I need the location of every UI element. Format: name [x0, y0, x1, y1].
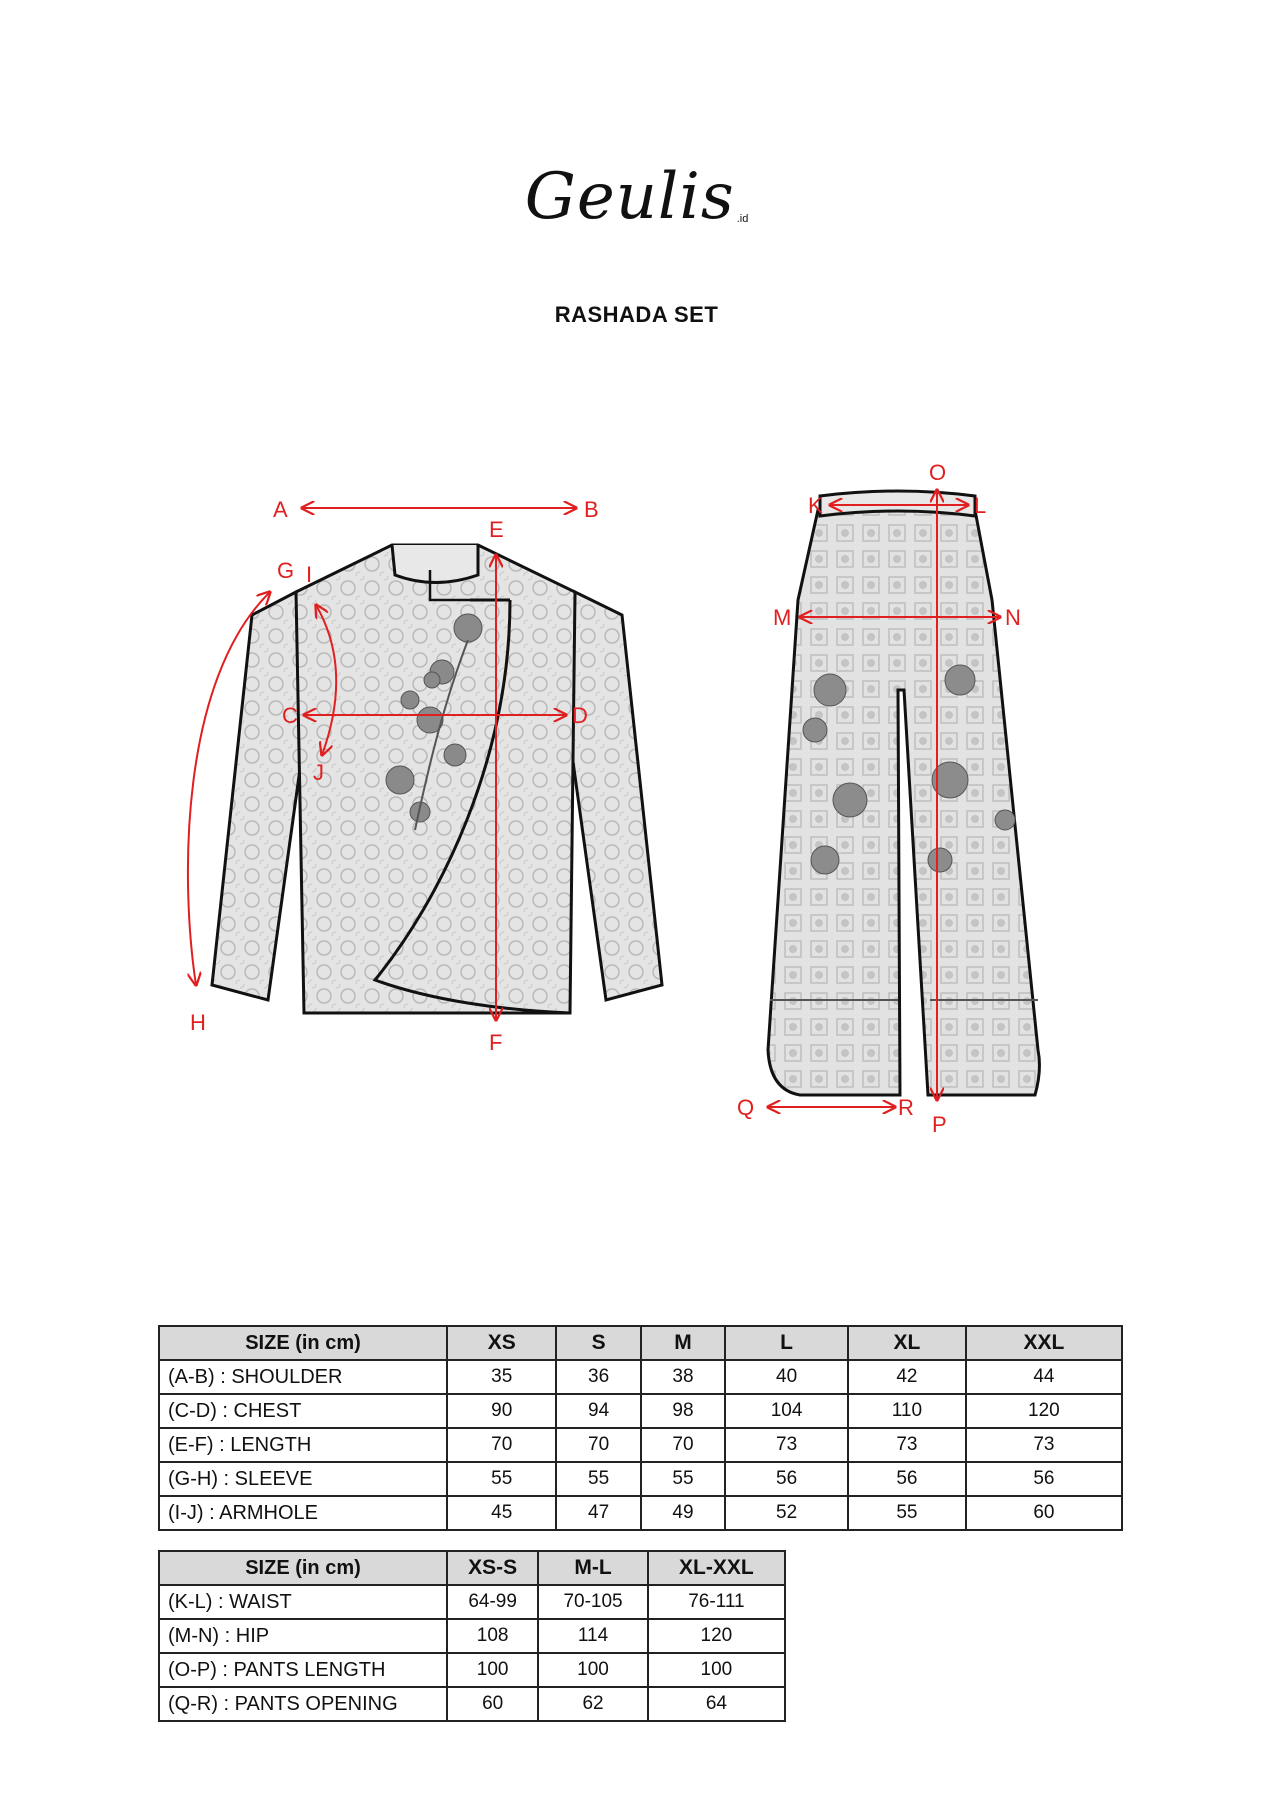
- label-r: R: [898, 1095, 914, 1120]
- row-label: (Q-R) : PANTS OPENING: [159, 1687, 447, 1721]
- table-cell: 55: [556, 1462, 640, 1496]
- table-cell: 100: [538, 1653, 647, 1687]
- table-row: [159, 1687, 785, 1721]
- table-cell: 55: [641, 1462, 725, 1496]
- label-o: O: [929, 460, 947, 485]
- row-label: (K-L) : WAIST: [159, 1585, 447, 1619]
- size-column-header: S: [556, 1326, 640, 1360]
- label-j: J: [313, 760, 324, 785]
- table-cell: 55: [447, 1462, 556, 1496]
- brand-logo-text: Geulis: [524, 160, 735, 234]
- table-row: [159, 1653, 785, 1687]
- label-b: B: [584, 497, 599, 522]
- table-cell: 90: [447, 1394, 556, 1428]
- table-row: [159, 1619, 785, 1653]
- label-c: C: [282, 703, 298, 728]
- table-cell: 110: [848, 1394, 966, 1428]
- size-column-header: XXL: [966, 1326, 1122, 1360]
- label-d: D: [572, 703, 588, 728]
- table-cell: 70: [447, 1428, 556, 1462]
- row-label: (A-B) : SHOULDER: [159, 1360, 447, 1394]
- size-column-header: XL: [848, 1326, 966, 1360]
- label-h: H: [190, 1010, 206, 1035]
- table-cell: 56: [725, 1462, 848, 1496]
- table-header-label: SIZE (in cm): [159, 1326, 447, 1360]
- page-title: RASHADA SET: [554, 302, 719, 327]
- size-column-header: XL-XXL: [648, 1551, 785, 1585]
- table-cell: 73: [725, 1428, 848, 1462]
- pants-illustration: [760, 470, 1060, 1120]
- label-m: M: [773, 605, 792, 630]
- row-label: (C-D) : CHEST: [159, 1394, 447, 1428]
- size-column-header: XS: [447, 1326, 556, 1360]
- table-cell: 60: [966, 1496, 1122, 1530]
- table-cell: 108: [447, 1619, 538, 1653]
- table-cell: 62: [538, 1687, 647, 1721]
- label-a: A: [273, 497, 288, 522]
- table-cell: 100: [447, 1653, 538, 1687]
- label-e: E: [489, 517, 504, 542]
- label-i: I: [306, 562, 313, 587]
- row-label: (E-F) : LENGTH: [159, 1428, 447, 1462]
- table-header-row: [159, 1326, 1122, 1360]
- table-cell: 38: [641, 1360, 725, 1394]
- table-cell: 52: [725, 1496, 848, 1530]
- pants-size-table: [158, 1550, 786, 1722]
- table-cell: 49: [641, 1496, 725, 1530]
- table-cell: 70-105: [538, 1585, 647, 1619]
- size-column-header: M: [641, 1326, 725, 1360]
- table-cell: 73: [966, 1428, 1122, 1462]
- row-label: (I-J) : ARMHOLE: [159, 1496, 447, 1530]
- label-n: N: [1005, 605, 1021, 630]
- top-size-table: [158, 1325, 1123, 1531]
- table-row: [159, 1394, 1122, 1428]
- table-cell: 36: [556, 1360, 640, 1394]
- table-cell: 56: [848, 1462, 966, 1496]
- table-cell: 55: [848, 1496, 966, 1530]
- table-cell: 64-99: [447, 1585, 538, 1619]
- table-cell: 114: [538, 1619, 647, 1653]
- label-p: P: [932, 1112, 947, 1137]
- label-l: L: [974, 493, 987, 518]
- table-cell: 35: [447, 1360, 556, 1394]
- label-q: Q: [737, 1095, 755, 1120]
- table-cell: 120: [648, 1619, 785, 1653]
- label-g: G: [277, 558, 295, 583]
- table-cell: 44: [966, 1360, 1122, 1394]
- table-cell: 70: [556, 1428, 640, 1462]
- brand-logo-suffix: .id: [736, 213, 749, 225]
- table-row: [159, 1496, 1122, 1530]
- table-cell: 120: [966, 1394, 1122, 1428]
- table-row: [159, 1360, 1122, 1394]
- table-cell: 100: [648, 1653, 785, 1687]
- table-cell: 76-111: [648, 1585, 785, 1619]
- table-cell: 47: [556, 1496, 640, 1530]
- label-f: F: [489, 1030, 503, 1055]
- table-cell: 56: [966, 1462, 1122, 1496]
- table-header-label: SIZE (in cm): [159, 1551, 447, 1585]
- brand-logo: [0, 160, 1273, 234]
- table-row: [159, 1428, 1122, 1462]
- label-k: K: [808, 493, 823, 518]
- table-row: [159, 1462, 1122, 1496]
- table-header-row: [159, 1551, 785, 1585]
- table-cell: 60: [447, 1687, 538, 1721]
- table-cell: 70: [641, 1428, 725, 1462]
- table-cell: 40: [725, 1360, 848, 1394]
- table-cell: 64: [648, 1687, 785, 1721]
- table-cell: 45: [447, 1496, 556, 1530]
- size-column-header: L: [725, 1326, 848, 1360]
- row-label: (M-N) : HIP: [159, 1619, 447, 1653]
- table-cell: 104: [725, 1394, 848, 1428]
- table-cell: 94: [556, 1394, 640, 1428]
- table-cell: 98: [641, 1394, 725, 1428]
- table-row: [159, 1585, 785, 1619]
- size-column-header: XS-S: [447, 1551, 538, 1585]
- table-cell: 42: [848, 1360, 966, 1394]
- size-column-header: M-L: [538, 1551, 647, 1585]
- jacket-illustration: [180, 440, 700, 1060]
- row-label: (O-P) : PANTS LENGTH: [159, 1653, 447, 1687]
- row-label: (G-H) : SLEEVE: [159, 1462, 447, 1496]
- table-cell: 73: [848, 1428, 966, 1462]
